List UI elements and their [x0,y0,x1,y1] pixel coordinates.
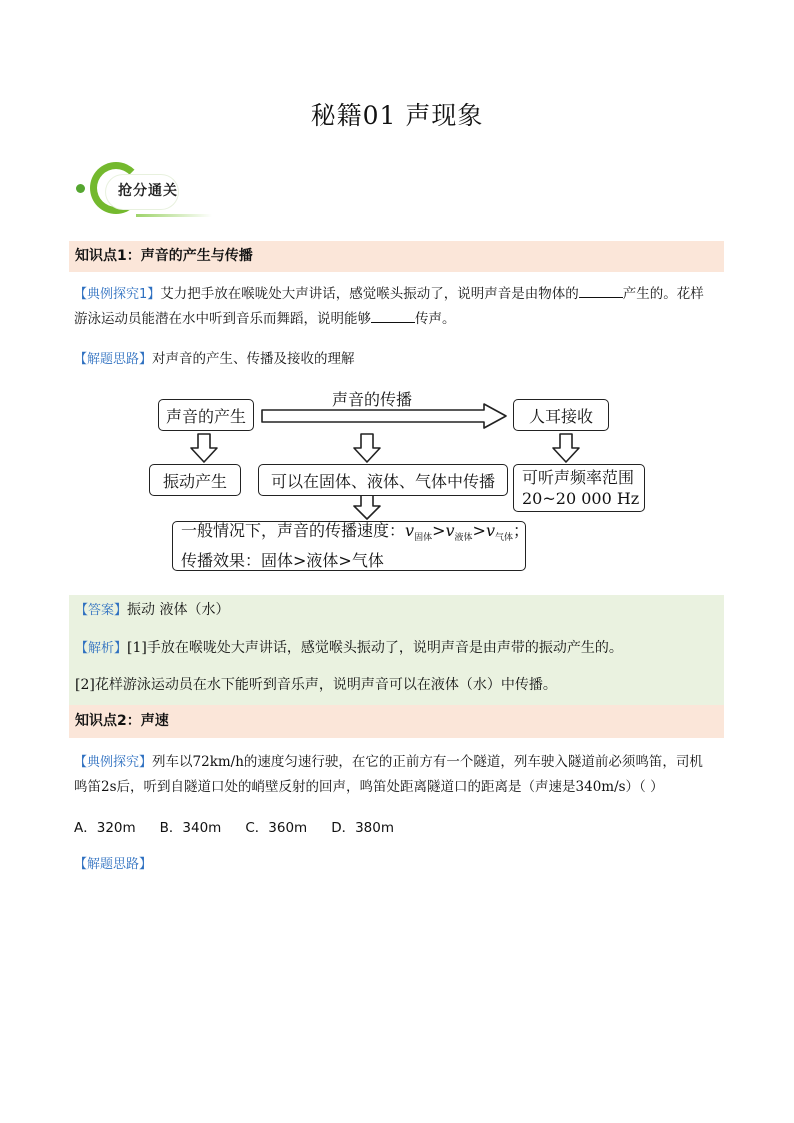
option-c[interactable]: C．360m [245,820,308,836]
approach-1: 【解题思路】对声音的产生、传播及接收的理解 [74,351,355,367]
production-box: 声音的产生 [158,399,254,431]
speed-summary-box: 一般情况下，声音的传播速度：$v_{固体}>v_{液体}>v_{气体}$； 传播效果：固体>液体>气体 [172,521,526,571]
answer-blank-1 [579,283,623,298]
analysis-1-line-2: [2]花样游泳运动员在水下能听到音乐声，说明声音可以在液体（水）中传播。 [69,669,724,705]
approach-2: 【解题思路】 [74,857,153,872]
option-b[interactable]: B．340m [159,820,222,836]
knowledge-point-1-heading: 知识点1：声音的产生与传播 [69,241,724,272]
down-arrow-icon [354,495,380,519]
knowledge-point-2-heading: 知识点2：声速 [69,705,724,738]
example-1: 【典例探究1】艾力把手放在喉咙处大声讲话，感觉喉头振动了，说明声音是由物体的 产生的。花样 游泳运动员能潜在水中听到音乐而舞蹈，说明能够 传声。 [74,282,724,331]
example-2: 【典例探究】列车以72km/h的速度匀速行驶，在它的正前方有一个隧道，列车驶入隧道前必须鸣笛，司机 鸣笛2s后，听到自隧道口处的峭壁反射的回声，鸣笛处距离隧道口的距离是（声速是340m/s）（ ） [74,754,703,795]
badge-dot-icon [76,184,85,193]
down-arrow-icon [354,434,380,462]
down-arrow-icon [191,434,217,462]
answer-1: 【答案】振动 液体（水） [69,595,724,631]
reception-box: 人耳接收 [513,399,609,431]
vibration-box: 振动产生 [149,464,241,496]
section-badge [76,160,216,220]
answer-blank-2 [371,308,415,323]
propagation-label: 声音的传播 [332,390,413,409]
media-box: 可以在固体、液体、气体中传播 [258,464,508,496]
page-title: 秘籍01 声现象 [310,101,484,130]
audible-range-box: 可听声频率范围 20~20 000 Hz [513,464,645,512]
down-arrow-icon [553,434,579,462]
option-a[interactable]: A．320m [74,820,136,836]
example-1-tag: 【典例探究1】 [74,287,161,302]
badge-label: 抢分通关 [118,183,178,199]
sound-flow-diagram [146,384,646,574]
analysis-1-line-1: 【解析】[1]手放在喉咙处大声讲话，感觉喉头振动了，说明声音是由声带的振动产生的。 [69,631,724,669]
option-d[interactable]: D．380m [331,820,395,836]
answer-options [74,816,418,836]
